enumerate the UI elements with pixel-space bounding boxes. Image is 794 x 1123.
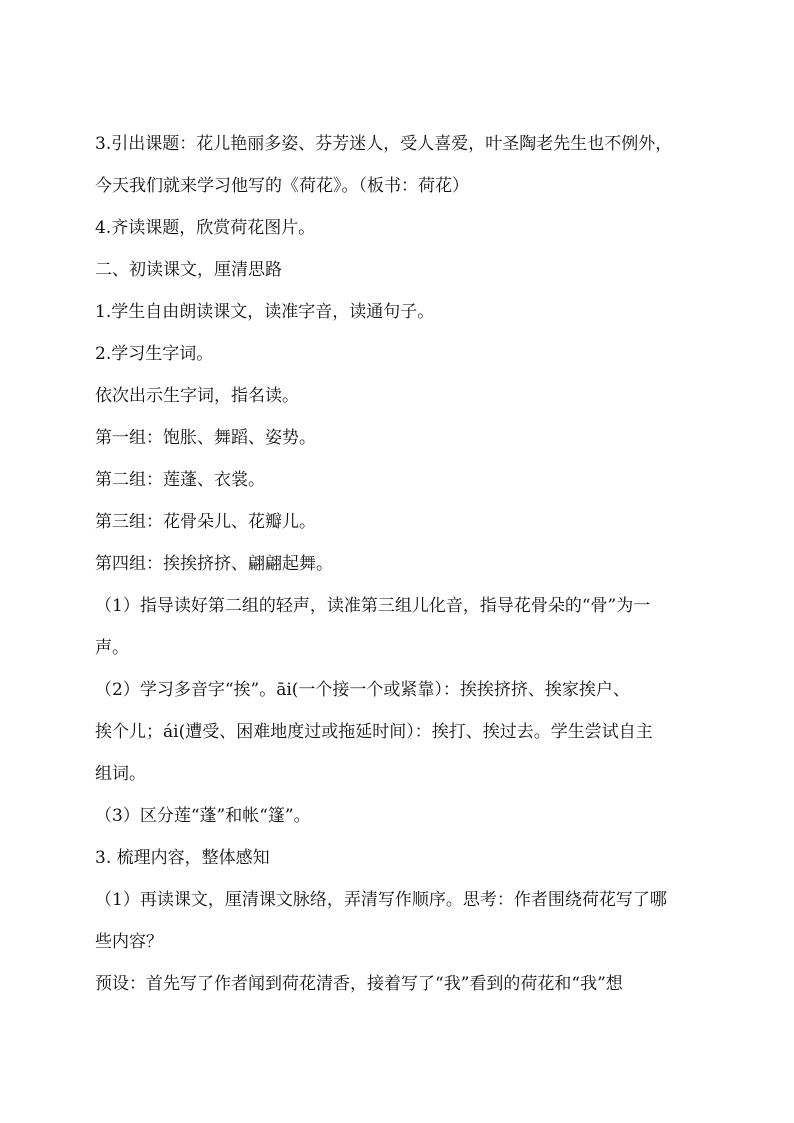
text-line: 第一组：饱胀、舞蹈、姿势。 bbox=[95, 428, 316, 448]
text-line: （2）学习多音字“挨”。āi(一个接一个或紧靠）：挨挨挤挤、挨家挨户、 bbox=[95, 680, 630, 700]
text-line: 4.齐读课题，欣赏荷花图片。 bbox=[95, 218, 316, 238]
text-line: （1）再读课文，厘清课文脉络，弄清写作顺序。思考：作者围绕荷花写了哪 bbox=[95, 890, 667, 910]
section-heading: 二、初读课文，厘清思路 bbox=[95, 260, 282, 280]
text-line: 些内容？ bbox=[95, 932, 163, 952]
text-line: 声。 bbox=[95, 638, 129, 658]
text-line: （1）指导读好第二组的轻声，读准第三组儿化音，指导花骨朵的“骨”为一 bbox=[95, 596, 651, 616]
text-line: 今天我们就来学习他写的《荷花》。（板书：荷花） bbox=[95, 176, 469, 196]
text-line: 依次出示生字词，指名读。 bbox=[95, 386, 299, 406]
text-line: 预设：首先写了作者闻到荷花清香，接着写了“我”看到的荷花和“我”想 bbox=[95, 974, 623, 994]
text-line: 组词。 bbox=[95, 764, 146, 784]
text-line: 3.引出课题：花儿艳丽多姿、芬芳迷人，受人喜爱，叶圣陶老先生也不例外， bbox=[95, 134, 673, 154]
text-line: 第二组：莲蓬、衣裳。 bbox=[95, 470, 265, 490]
text-line: 第四组：挨挨挤挤、翩翩起舞。 bbox=[95, 554, 333, 574]
text-line: 第三组：花骨朵儿、花瓣儿。 bbox=[95, 512, 316, 532]
text-line: （3）区分莲“蓬”和帐“篷”。 bbox=[95, 806, 311, 826]
text-line: 3. 梳理内容，整体感知 bbox=[95, 848, 270, 868]
text-line: 1.学生自由朗读课文，读准字音，读通句子。 bbox=[95, 302, 435, 322]
text-line: 2.学习生字词。 bbox=[95, 344, 214, 364]
text-line: 挨个儿；ái(遭受、困难地度过或拖延时间）：挨打、挨过去。学生尝试自主 bbox=[95, 722, 653, 742]
